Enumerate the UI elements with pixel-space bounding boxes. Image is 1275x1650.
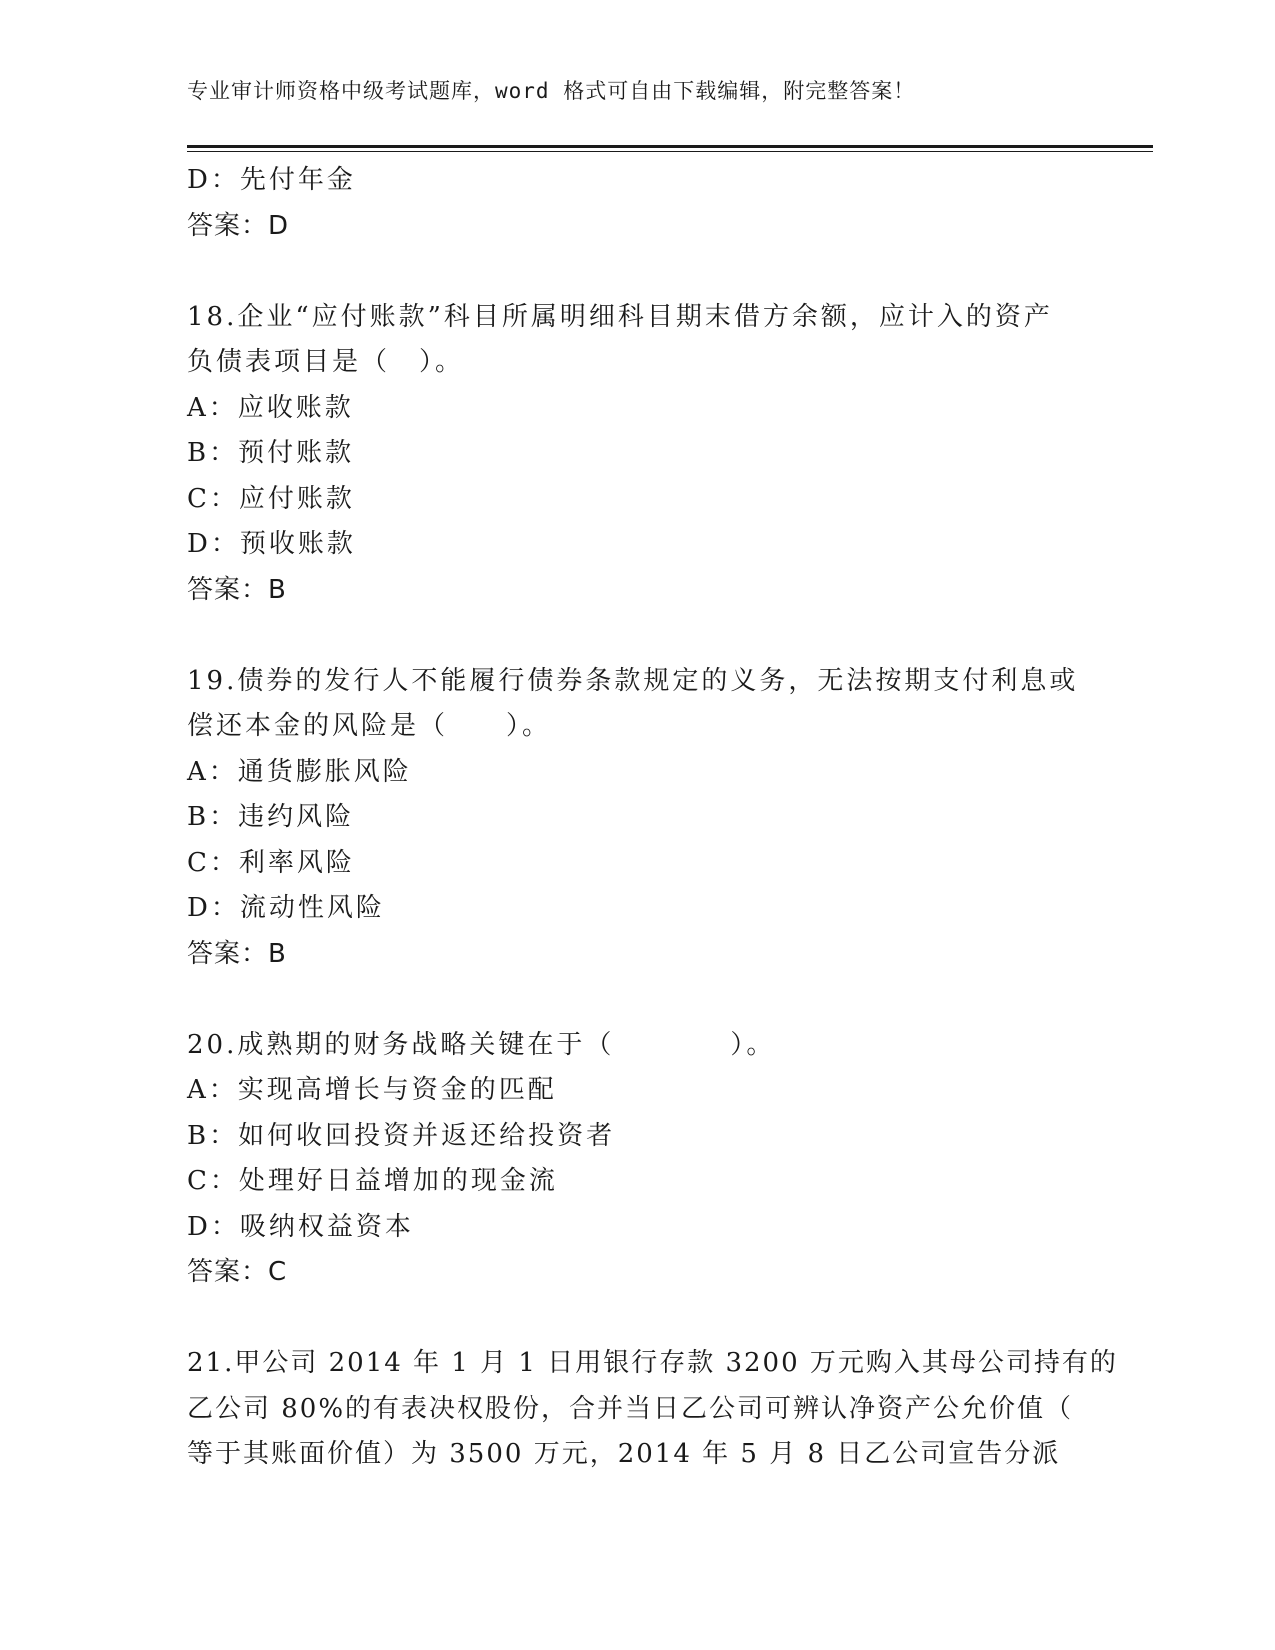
option-c: C：利率风险 bbox=[187, 847, 355, 878]
header-rule-thin bbox=[187, 151, 1153, 152]
question-text-line: 乙公司 80%的有表决权股份，合并当日乙公司可辨认净资产公允价值（ bbox=[187, 1393, 1074, 1424]
spacer bbox=[187, 613, 1087, 659]
answer: 答案：B bbox=[187, 574, 287, 605]
option-c: C：应付账款 bbox=[187, 483, 355, 514]
question-text-line: 偿还本金的风险是（ ）。 bbox=[187, 711, 552, 741]
spacer bbox=[187, 249, 1087, 295]
question-text-line: 21.甲公司 2014 年 1 月 1 日用银行存款 3200 万元购入其母公司持有的 bbox=[187, 1348, 1118, 1378]
spacer bbox=[187, 977, 1087, 1023]
question-text-line: 20.成熟期的财务战略关键在于（ ）。 bbox=[187, 1029, 776, 1060]
page-header: 专业审计师资格中级考试题库，word 格式可自由下载编辑，附完整答案！ bbox=[187, 79, 916, 103]
document-body bbox=[187, 158, 1118, 1478]
option-a: A：应收账款 bbox=[187, 392, 354, 423]
question-text-line: 18.企业“应付账款”科目所属明细科目期末借方余额，应计入的资产 bbox=[187, 301, 1053, 332]
question-text-line: 等于其账面价值）为 3500 万元，2014 年 5 月 8 日乙公司宣告分派 bbox=[187, 1439, 1061, 1469]
option-b: B：预付账款 bbox=[187, 438, 355, 468]
answer: 答案：D bbox=[187, 210, 290, 241]
option-d: D：流动性风险 bbox=[187, 893, 385, 923]
previous-question-tail bbox=[187, 158, 1087, 249]
answer: 答案：B bbox=[187, 938, 287, 969]
option-d: D：先付年金 bbox=[187, 165, 356, 195]
answer: 答案：C bbox=[187, 1257, 288, 1287]
option-d: D：预收账款 bbox=[187, 529, 356, 559]
option-d: D：吸纳权益资本 bbox=[187, 1211, 414, 1242]
header-rule-thick bbox=[187, 145, 1153, 148]
option-b: B：违约风险 bbox=[187, 802, 355, 832]
question-text-line: 负债表项目是（ ）。 bbox=[187, 347, 465, 377]
question-18 bbox=[187, 295, 1087, 614]
option-c: C：处理好日益增加的现金流 bbox=[187, 1166, 558, 1196]
question-21 bbox=[187, 1341, 1118, 1478]
option-b: B：如何收回投资并返还给投资者 bbox=[187, 1120, 616, 1151]
spacer bbox=[187, 1296, 1087, 1342]
option-a: A：通货膨胀风险 bbox=[187, 756, 412, 787]
option-a: A：实现高增长与资金的匹配 bbox=[187, 1075, 557, 1105]
question-text-line: 19.债券的发行人不能履行债券条款规定的义务，无法按期支付利息或 bbox=[187, 665, 1079, 696]
question-20 bbox=[187, 1023, 1087, 1296]
question-19 bbox=[187, 659, 1087, 978]
